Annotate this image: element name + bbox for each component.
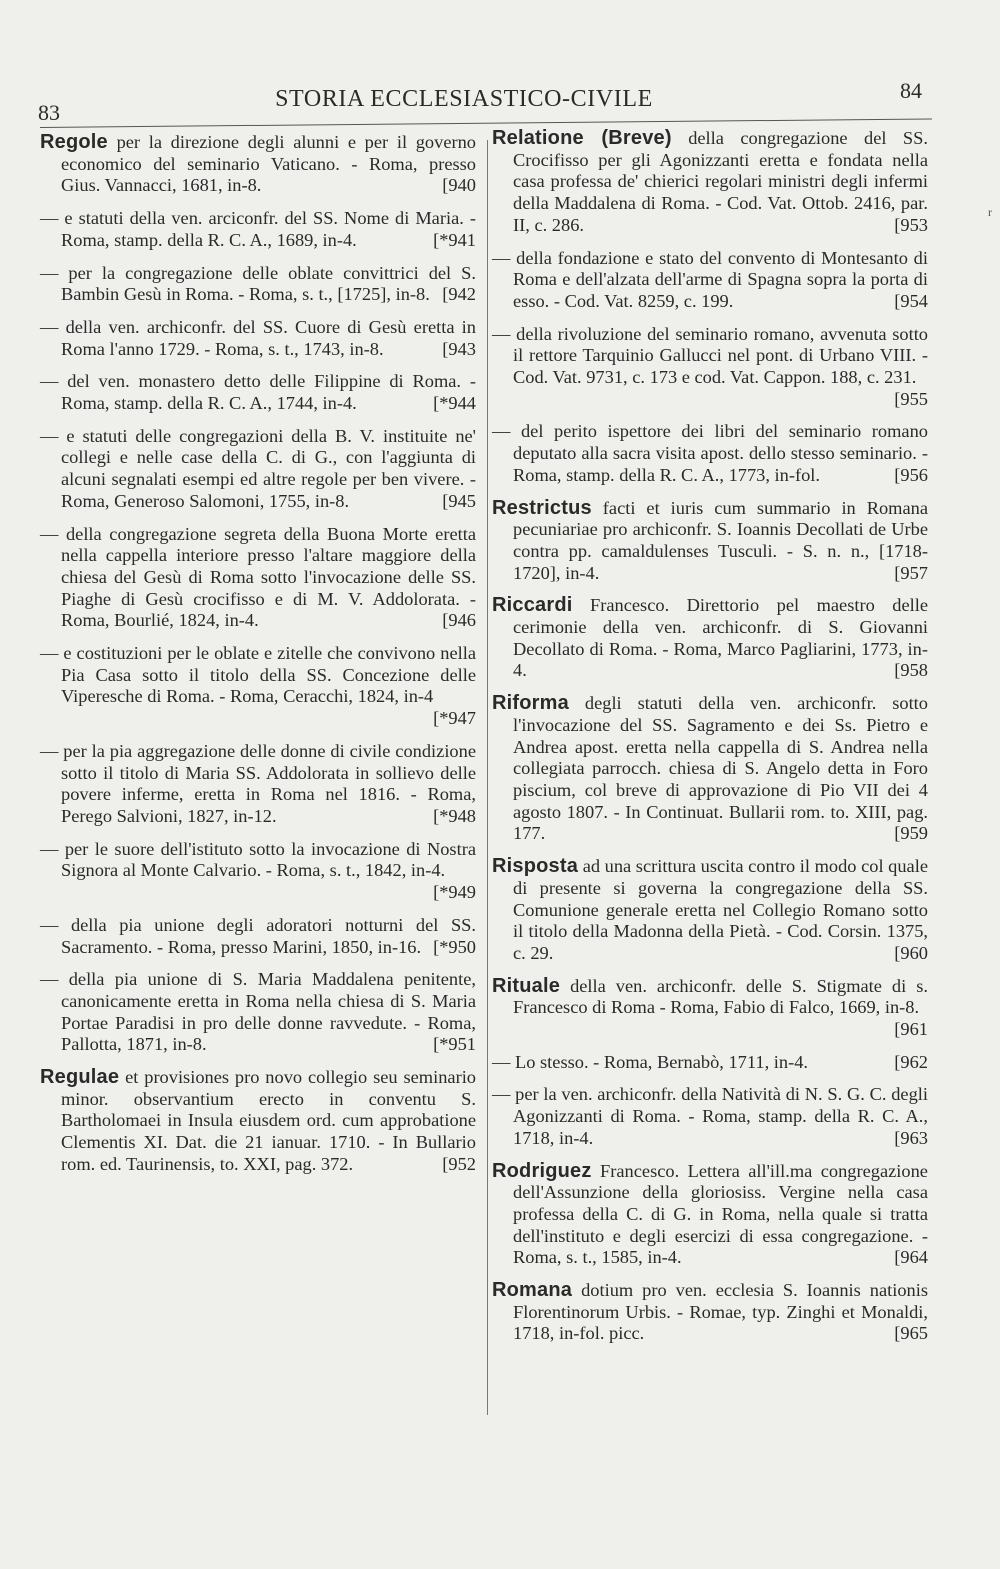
page-number-left: 83 <box>38 100 60 125</box>
entry-number: [946 <box>442 610 476 631</box>
bibliography-entry <box>492 498 928 585</box>
entry-text: Francesco. Lettera all'ill.ma congregazione dell'Assunzione della gloriosiss. Vergine nella casa professa della C. di G. in Roma, nella quale si tratta dell'instituto e degli esercizi di essa congregazione. - Roma, s. t., 1585, in-4. <box>513 1160 928 1268</box>
column-divider <box>487 140 488 1415</box>
page-number-right: 84 <box>900 78 922 103</box>
bibliography-entry <box>40 132 476 197</box>
entry-number: [*950 <box>433 936 476 957</box>
bibliography-entry <box>492 248 928 313</box>
bibliography-entry <box>492 693 928 845</box>
entry-number: [962 <box>894 1051 928 1072</box>
entry-text: — della pia unione degli adoratori notturni del SS. Sacramento. - Roma, presso Marini, 1850, in-16. <box>40 914 476 957</box>
bibliography-entry <box>40 915 476 958</box>
entry-number: [*947 <box>433 708 476 729</box>
entry-number: [943 <box>442 338 476 359</box>
entry-text: — per la pia aggregazione delle donne di civile condizione sotto il titolo di Maria SS. Addolorata in sollievo delle povere inferme, eretta in Roma nel 1816. - Roma, Perego Salvioni, 1827, in-12. <box>40 740 476 826</box>
entry-text: della congregazione del SS. Crocifisso per gli Agonizzanti eretta e fondata nella casa professa de' chierici regolari ministri degli infermi della Maddalena di Roma. - Cod. Vat. Ottob. 2416, par. II, c. 286. <box>513 128 928 235</box>
entry-number: [958 <box>894 660 928 681</box>
bibliography-entry <box>492 1161 928 1270</box>
entry-number: [959 <box>894 823 928 844</box>
entry-text: — per le suore dell'istituto sotto la invocazione di Nostra Signora al Monte Calvario. - Roma, s. t., 1842, in-4. <box>40 838 476 881</box>
bibliography-entry <box>40 643 476 730</box>
entry-text: — e statuti delle congregazioni della B. V. instituite ne' collegi e nelle case della C. di G., con l'aggiunta di alcuni segnalati esempi ed altre regole per ben vivere. - Roma, Generoso Salomoni, 1755, in-8. <box>40 425 476 511</box>
bibliography-entry <box>492 128 928 237</box>
entry-number: [*948 <box>433 805 476 826</box>
margin-mark: r <box>988 205 992 219</box>
bibliography-entry <box>40 426 476 513</box>
entry-text: — e costituzioni per le oblate e zitelle che convivono nella Pia Casa sotto il titolo della SS. Concezione delle Viperesche di Roma. - Roma, Ceracchi, 1824, in-4 <box>40 643 476 707</box>
entry-text: — per la ven. archiconfr. della Natività di N. S. G. C. degli Agonizzanti di Roma. - Roma, stamp. della R. C. A., 1718, in-4. <box>492 1084 928 1148</box>
entry-number: [963 <box>894 1127 928 1148</box>
bibliography-entry <box>492 324 928 411</box>
header-rule <box>40 118 932 128</box>
entry-text: — della pia unione di S. Maria Maddalena penitente, canonicamente eretta in Roma nella chiesa di S. Maria Portae Paradisi in pro delle donne ravvedute. - Roma, Pallotta, 1871, in-8. <box>40 969 476 1055</box>
entry-number: [954 <box>894 290 928 311</box>
bibliography-entry <box>40 524 476 633</box>
entry-headword: Riccardi <box>492 594 573 617</box>
entry-text: facti et iuris cum summario in Romana pecuniariae pro archiconfr. S. Ioannis Decollati de Urbe contra pp. camaldulenses Tusculi. - S. n. n., [1718-1720], in-4. <box>513 497 928 583</box>
entry-number: [940 <box>442 175 476 196</box>
entry-text: — della congregazione segreta della Buona Morte eretta nella cappella interiore presso l'altare maggiore della chiesa del Gesù di Roma sotto l'invocazione delle SS. Piaghe di Gesù crocifisso e di M. V. Addolorata. - Roma, Bourlié, 1824, in-4. <box>40 523 476 631</box>
entry-number: [964 <box>894 1247 928 1268</box>
bibliography-entry <box>40 1067 476 1176</box>
left-column <box>40 132 476 1187</box>
entry-number: [*941 <box>433 229 476 250</box>
entry-text: della ven. archiconfr. delle S. Stigmate di s. Francesco di Roma - Roma, Fabio di Falco, 1669, in-8. <box>513 975 928 1018</box>
entry-text: — della ven. archiconfr. del SS. Cuore di Gesù eretta in Roma l'anno 1729. - Roma, s. t., 1743, in-8. <box>40 316 476 359</box>
bibliography-entry <box>40 208 476 251</box>
entry-text: per la direzione degli alunni e per il governo economico del seminario Vaticano. - Roma, presso Gius. Vannacci, 1681, in-8. <box>61 132 476 196</box>
entry-headword: Riforma <box>492 692 569 715</box>
entry-headword: Rituale <box>492 974 561 997</box>
bibliography-entry <box>40 317 476 360</box>
entry-number: [961 <box>894 1019 928 1040</box>
entry-number: [960 <box>894 942 928 963</box>
right-column <box>492 128 928 1356</box>
bibliography-entry <box>40 263 476 306</box>
bibliography-entry <box>492 1084 928 1149</box>
entry-number: [942 <box>442 284 476 305</box>
entry-text: — della fondazione e stato del convento di Montesanto di Roma e dell'alzata dell'arme di Spagna sopra la porta di esso. - Cod. Vat. 8259, c. 199. <box>492 247 928 311</box>
entry-number: [*944 <box>433 393 476 414</box>
bibliography-entry <box>492 421 928 486</box>
bibliography-entry <box>492 976 928 1041</box>
entry-text: dotium pro ven. ecclesia S. Ioannis nationis Florentinorum Urbis. - Romae, typ. Zinghi et Monaldi, 1718, in-fol. picc. <box>513 1280 928 1344</box>
entry-number: [945 <box>442 490 476 511</box>
entry-number: [*949 <box>433 882 476 903</box>
entry-text: Francesco. Direttorio pel maestro delle cerimonie della ven. archiconfr. di S. Giovanni Decollato di Roma. - Roma, Marco Pagliarini, 1773, in-4. <box>513 595 928 681</box>
entry-text: ad una scrittura uscita contro il modo col quale di presente si governa la congregazione della SS. Comunione generale eretta nel Collegio Romano sotto il titolo della Madonna della Pietà. - Cod. Corsin. 1375, c. 29. <box>513 856 928 963</box>
entry-number: [955 <box>894 388 928 409</box>
bibliography-entry <box>492 595 928 682</box>
entry-number: [952 <box>442 1153 476 1174</box>
entry-headword: Relatione (Breve) <box>492 127 672 149</box>
bibliography-entry <box>492 1052 928 1074</box>
entry-headword: Restrictus <box>492 496 592 519</box>
bibliography-entry <box>492 856 928 965</box>
bibliography-entry <box>40 969 476 1056</box>
running-head-title: STORIA ECCLESIASTICO-CIVILE <box>275 86 653 112</box>
entry-headword: Romana <box>492 1279 573 1302</box>
entry-text: — per la congregazione delle oblate convittrici del S. Bambin Gesù in Roma. - Roma, s. t., [1725], in-8. <box>40 262 476 305</box>
entry-number: [*951 <box>433 1034 476 1055</box>
entry-headword: Rodriguez <box>492 1159 592 1182</box>
entry-text: — del perito ispettore dei libri del seminario romano deputato alla sacra visita apost. dello stesso seminario. - Roma, stamp. della R. C. A., 1773, in-fol. <box>492 421 928 485</box>
entry-text: — della rivoluzione del seminario romano, avvenuta sotto il rettore Tarquinio Gallucci nel pont. di Urbano VIII. - Cod. Vat. 9731, c. 173 e cod. Vat. Cappon. 188, c. 231. <box>492 323 928 388</box>
bibliography-entry <box>40 371 476 414</box>
entry-headword: Regulae <box>40 1066 120 1089</box>
entry-number: [965 <box>894 1323 928 1344</box>
entry-text: degli statuti della ven. archiconfr. sotto l'invocazione del SS. Sagramento e dei Ss. Pietro e Andrea apost. eretta nella cappella di S. Andrea nella collegiata parrocch. chiesa di S. Angelo detta in Foro piscium, col breve di approvazione di Pio VII dei 4 agosto 1807. - In Continuat. Bullarii rom. to. XIII, pag. 177. <box>513 693 928 844</box>
entry-headword: Risposta <box>492 855 579 878</box>
entry-text: et provisiones pro novo collegio seu seminario minor. observantium erecto in conventu S. Bartholomaei in Insula eiusdem ord. cum approbatione Clementis XI. Dat. die 21 ianuar. 1710. - In Bullario rom. ed. Taurinensis, to. XXI, pag. 372. <box>61 1067 476 1174</box>
entry-number: [956 <box>894 464 928 485</box>
entry-headword: Regole <box>40 131 108 153</box>
entry-number: [957 <box>894 562 928 583</box>
entry-text: — e statuti della ven. arciconfr. del SS. Nome di Maria. - Roma, stamp. della R. C. A., 1689, in-4. <box>40 208 476 250</box>
entry-text: — Lo stesso. - Roma, Bernabò, 1711, in-4. <box>492 1051 809 1072</box>
bibliography-entry <box>40 741 476 828</box>
bibliography-entry <box>492 1280 928 1345</box>
entry-number: [953 <box>894 214 928 235</box>
entry-text: — del ven. monastero detto delle Filippine di Roma. - Roma, stamp. della R. C. A., 1744, in-4. <box>40 371 476 414</box>
bibliography-entry <box>40 839 476 904</box>
